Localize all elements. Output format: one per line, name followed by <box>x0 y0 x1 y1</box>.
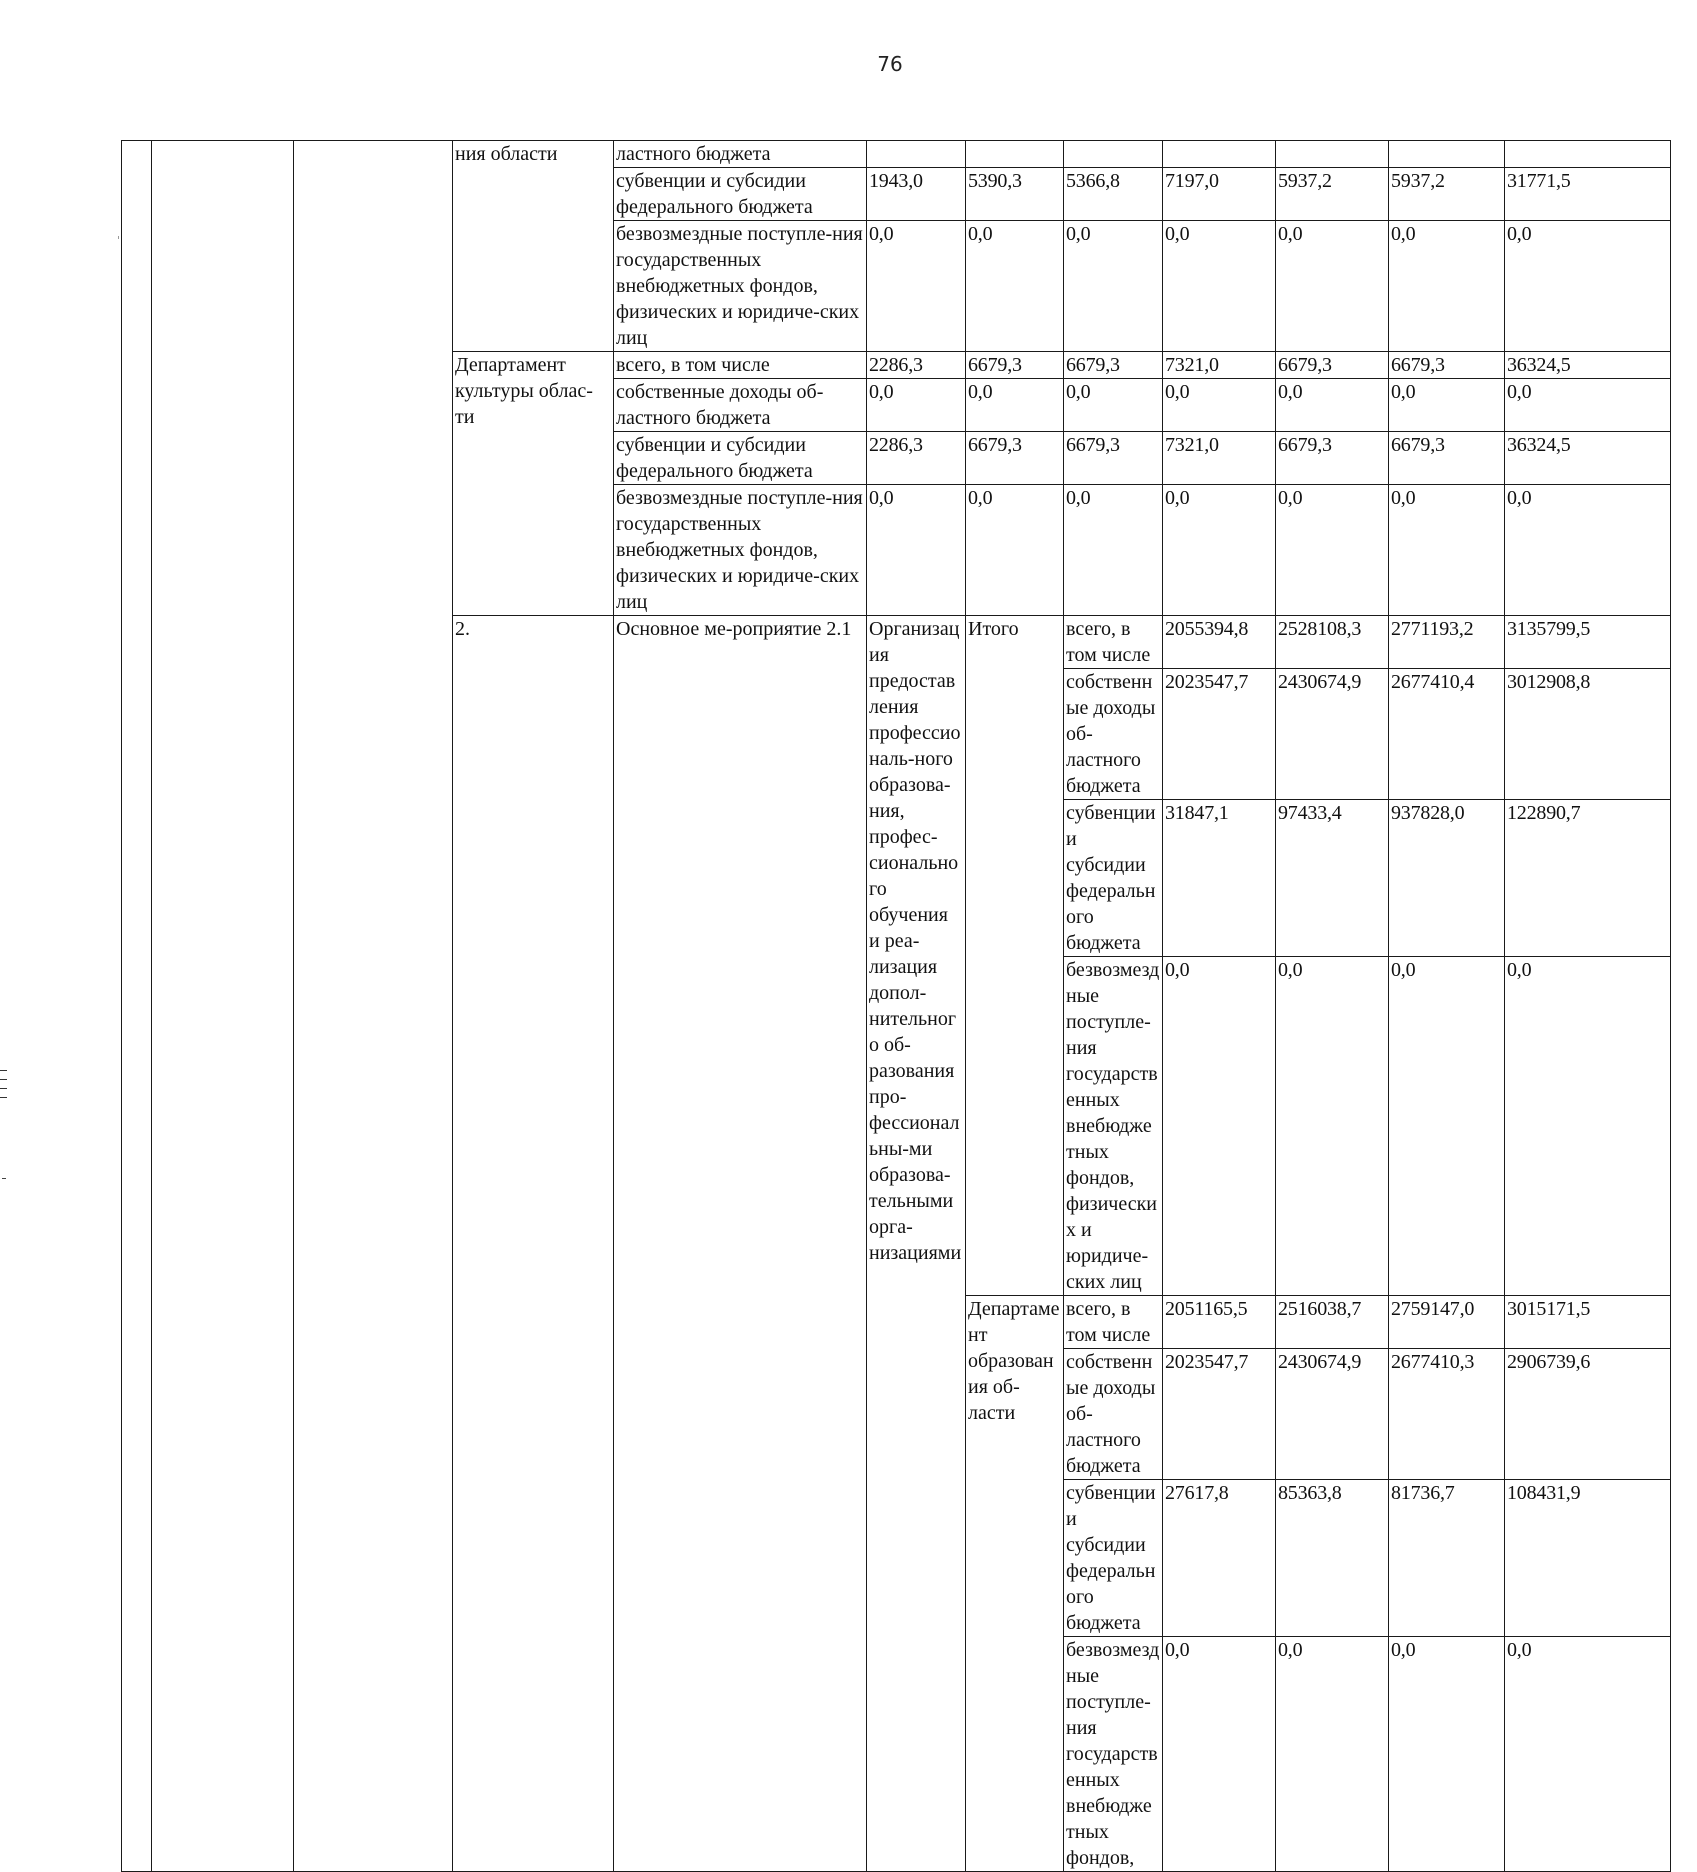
table-cell-value: 0,0 <box>1389 485 1505 616</box>
table-cell-value: 0,0 <box>966 379 1064 432</box>
table-cell-value: 0,0 <box>867 379 966 432</box>
table-cell-label: субвенции и субсидии федерального бюджета <box>614 168 867 221</box>
table-cell-value: 2906739,6 <box>1505 1349 1671 1480</box>
table-cell-value: 0,0 <box>867 485 966 616</box>
table-cell-label: собственные доходы об-ластного бюджета <box>1064 669 1163 800</box>
table-cell-value: 108431,9 <box>1505 1480 1671 1637</box>
table-cell-label: Департамент образования об-ласти <box>966 1296 1064 1872</box>
table-cell-value: 0,0 <box>1389 1637 1505 1872</box>
table-cell-value <box>1276 141 1389 168</box>
table-cell-label: всего, в том числе <box>1064 616 1163 669</box>
table-cell-value: 937828,0 <box>1389 800 1505 957</box>
table-cell-value: 0,0 <box>1505 221 1671 352</box>
table-cell-value: 0,0 <box>1389 221 1505 352</box>
table-cell-value: 0,0 <box>1276 485 1389 616</box>
table-cell-label: собственные доходы об-ластного бюджета <box>614 379 867 432</box>
budget-table <box>121 140 1671 1872</box>
table-cell-label: безвозмездные поступле-ния государственных внебюджетных фондов, физических и юридиче-ских лиц <box>614 485 867 616</box>
table-cell-value: 31771,5 <box>1505 168 1671 221</box>
table-cell-value: 0,0 <box>1163 485 1276 616</box>
table-cell-value: 2055394,8 <box>1163 616 1276 669</box>
table-cell-label: Основное ме-роприятие 2.1 <box>614 616 867 1872</box>
table-cell-value: 0,0 <box>966 485 1064 616</box>
table-cell-value: 2286,3 <box>867 432 966 485</box>
table-cell-value <box>1505 141 1671 168</box>
table-cell-value: 6679,3 <box>1276 432 1389 485</box>
table-cell-value: 0,0 <box>1505 485 1671 616</box>
table-cell-value <box>966 141 1064 168</box>
table-cell-value <box>1163 141 1276 168</box>
table-cell-value: 0,0 <box>1163 379 1276 432</box>
table-cell-value <box>867 141 966 168</box>
table-cell-value: 0,0 <box>1389 957 1505 1296</box>
table-cell-value: 7321,0 <box>1163 352 1276 379</box>
table-cell-value: 6679,3 <box>1064 432 1163 485</box>
table-cell-value <box>1064 141 1163 168</box>
table-cell-value: 0,0 <box>1163 957 1276 1296</box>
table-cell-value: 3015171,5 <box>1505 1296 1671 1349</box>
table-cell-value: 7197,0 <box>1163 168 1276 221</box>
table-cell-value: 0,0 <box>1276 221 1389 352</box>
table-cell-value: 0,0 <box>1505 957 1671 1296</box>
table-cell-value: 2677410,3 <box>1389 1349 1505 1480</box>
table-cell-value <box>1389 141 1505 168</box>
table-cell-label <box>122 141 152 1872</box>
page-number: 76 <box>877 52 903 76</box>
table-cell-value: 3135799,5 <box>1505 616 1671 669</box>
table-cell-value: 0,0 <box>1163 1637 1276 1872</box>
table-cell-value: 5937,2 <box>1276 168 1389 221</box>
scan-edge-dot <box>2 1178 6 1179</box>
scan-edge-tick <box>118 236 119 239</box>
table-cell-label: ния области <box>453 141 614 352</box>
table-cell-value: 6679,3 <box>1064 352 1163 379</box>
table-cell-value: 0,0 <box>1064 221 1163 352</box>
table-cell-label: всего, в том числе <box>614 352 867 379</box>
table-cell-value: 2677410,4 <box>1389 669 1505 800</box>
table-cell-label: Департамент культуры облас-ти <box>453 352 614 616</box>
table-cell-value: 0,0 <box>1505 379 1671 432</box>
table-cell-label <box>152 141 294 1872</box>
table-cell-label: безвозмездные поступле-ния государственных внебюджетных фондов, физических и юридиче-ских лиц <box>614 221 867 352</box>
table-cell-value: 6679,3 <box>966 352 1064 379</box>
table-cell-value: 5937,2 <box>1389 168 1505 221</box>
table-cell-value: 2023547,7 <box>1163 1349 1276 1480</box>
table-cell-label: ластного бюджета <box>614 141 867 168</box>
scan-edge-marks <box>0 1070 8 1106</box>
table-cell-value: 1943,0 <box>867 168 966 221</box>
table-cell-label: субвенции и субсидии федерального бюджета <box>1064 800 1163 957</box>
table-cell-value: 0,0 <box>867 221 966 352</box>
table-cell-value: 2430674,9 <box>1276 669 1389 800</box>
table-cell-value: 0,0 <box>1163 221 1276 352</box>
table-cell-value: 2286,3 <box>867 352 966 379</box>
table-cell-value: 3012908,8 <box>1505 669 1671 800</box>
table-cell-label: Итого <box>966 616 1064 1296</box>
budget-table-body <box>122 141 1671 1872</box>
table-cell-label: 2. <box>453 616 614 1872</box>
table-cell-value: 0,0 <box>1064 485 1163 616</box>
table-cell-value: 122890,7 <box>1505 800 1671 957</box>
table-cell-value: 0,0 <box>1276 1637 1389 1872</box>
table-cell-value: 2023547,7 <box>1163 669 1276 800</box>
table-cell-label <box>294 141 453 1872</box>
table-cell-value: 0,0 <box>1064 379 1163 432</box>
table-cell-value: 2430674,9 <box>1276 1349 1389 1480</box>
table-cell-value: 6679,3 <box>1276 352 1389 379</box>
table-cell-label: безвозмездные поступле-ния государственных внебюджетных фондов, <box>1064 1637 1163 1872</box>
table-cell-value: 2771193,2 <box>1389 616 1505 669</box>
table-cell-value: 81736,7 <box>1389 1480 1505 1637</box>
table-cell-value: 36324,5 <box>1505 432 1671 485</box>
table-cell-value: 0,0 <box>1389 379 1505 432</box>
table-cell-value: 6679,3 <box>966 432 1064 485</box>
table-cell-label: всего, в том числе <box>1064 1296 1163 1349</box>
table-cell-value: 5390,3 <box>966 168 1064 221</box>
table-cell-label: субвенции и субсидии федерального бюджета <box>1064 1480 1163 1637</box>
table-cell-value: 31847,1 <box>1163 800 1276 957</box>
table-cell-label: субвенции и субсидии федерального бюджета <box>614 432 867 485</box>
table-row <box>122 141 1671 168</box>
table-cell-value: 0,0 <box>1505 1637 1671 1872</box>
table-cell-label: безвозмездные поступле-ния государственных внебюджетных фондов, физических и юридиче-ских лиц <box>1064 957 1163 1296</box>
table-cell-value: 85363,8 <box>1276 1480 1389 1637</box>
table-cell-value: 2516038,7 <box>1276 1296 1389 1349</box>
table-cell-value: 36324,5 <box>1505 352 1671 379</box>
table-cell-value: 0,0 <box>1276 957 1389 1296</box>
table-cell-value: 7321,0 <box>1163 432 1276 485</box>
table-cell-value: 0,0 <box>966 221 1064 352</box>
table-cell-label: собственные доходы об-ластного бюджета <box>1064 1349 1163 1480</box>
table-cell-value: 2051165,5 <box>1163 1296 1276 1349</box>
table-cell-value: 27617,8 <box>1163 1480 1276 1637</box>
table-cell-value: 6679,3 <box>1389 352 1505 379</box>
table-cell-value: 5366,8 <box>1064 168 1163 221</box>
table-cell-label: Организация предоставления профессиональ-ного образова-ния, профес-сионального обучения и реа-лизация допол-нительного об-разования про-фессиональны-ми образова-тельными орга-низациями <box>867 616 966 1872</box>
table-cell-value: 0,0 <box>1276 379 1389 432</box>
table-cell-value: 6679,3 <box>1389 432 1505 485</box>
table-cell-value: 2528108,3 <box>1276 616 1389 669</box>
table-cell-value: 2759147,0 <box>1389 1296 1505 1349</box>
table-cell-value: 97433,4 <box>1276 800 1389 957</box>
